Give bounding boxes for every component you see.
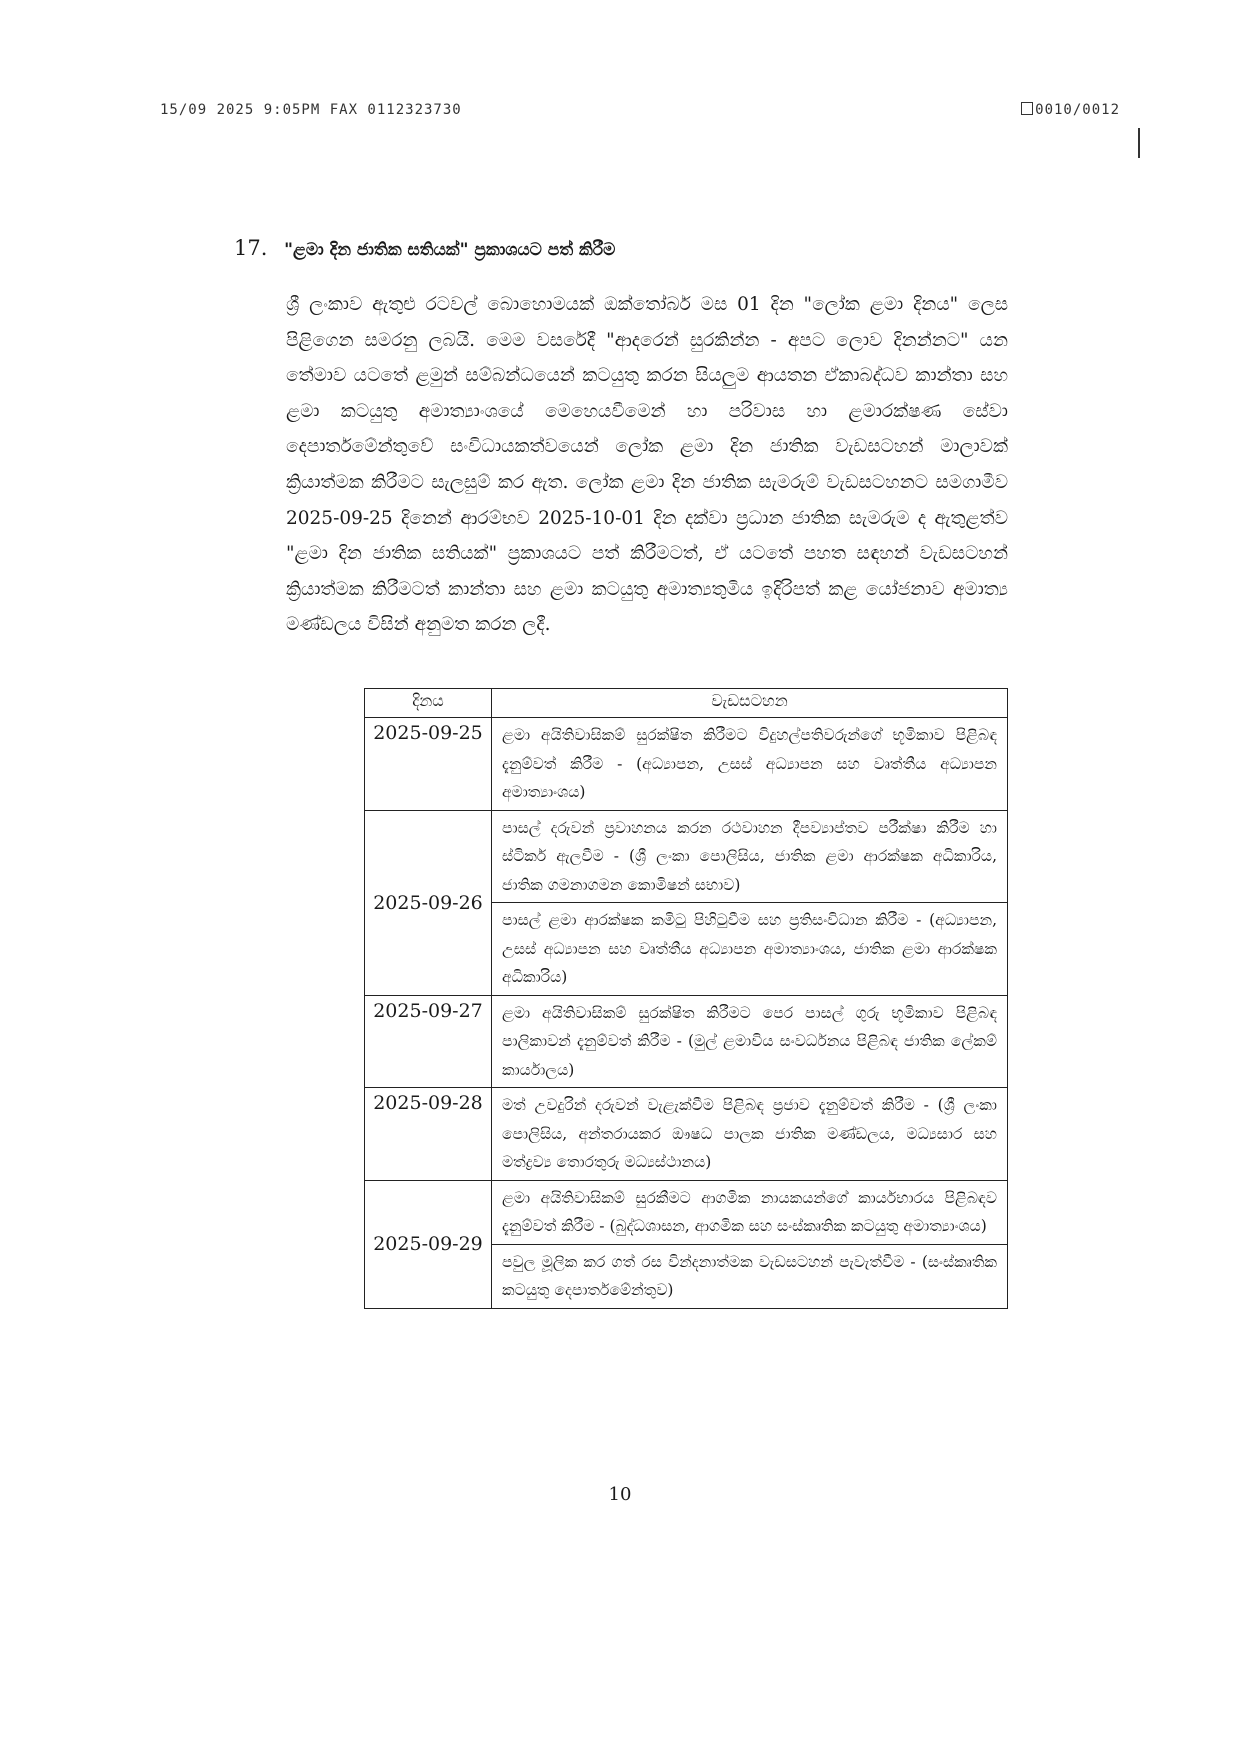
- scan-edge-line: [1138, 128, 1140, 158]
- row-activity: පාසල් දරුවන් ප්‍රවාහනය කරන රථවාහන දීපව්‍යාප්තව පරීක්ෂා කිරීම හා ස්ටිකර් ඇලවීම - (ශ්‍රී ලංකා පොලිසිය, ජාතික ළමා ආරක්ෂක අධිකාරිය, ජාතික ගමනාගමන කොමිෂන් සභාව): [492, 810, 1008, 903]
- table-row: [365, 718, 1008, 811]
- row-date: 2025-09-25: [365, 718, 492, 811]
- program-column-header: වැඩසටහන: [492, 689, 1008, 718]
- table-row: [365, 995, 1008, 1088]
- date-column-header: දිනය: [365, 689, 492, 718]
- table-row: [365, 810, 1008, 903]
- table-row: [365, 1088, 1008, 1181]
- row-activity: ළමා අයිතිවාසිකම් සුරක්ෂිත කිරීමට පෙර පාසල් ගුරු භූමිකාව පිළිබඳ පාලිකාවන් දැනුම්වත් කිරීම - (මුල් ළමාවිය සංවර්ධනය පිළිබඳ ජාතික ලේකම් කාර්යාලය): [492, 995, 1008, 1088]
- body-paragraph: ශ්‍රී ලංකාව ඇතුළු රටවල් බොහොමයක් ඔක්තෝබර් මස 01 දින "ලෝක ළමා දිනය" ලෙස පිළිගෙන සමරනු ලබයි. මෙම වසරේදී "ආදරෙන් සුරකින්න - අපට ලොව දිනන්නට" යන තේමාව යටතේ ළමුන් සම්බන්ධයෙන් කටයුතු කරන සියලුම ආයතන ඒකාබද්ධව කාන්තා සහ ළමා කටයුතු අමාත්‍යාංශයේ මෙහෙයවීමෙන් හා පරිවාස හා ළමාරක්ෂණ සේවා දෙපාර්තමේන්තුවේ සංවිධායකත්වයෙන් ලෝක ළමා දින ජාතික වැඩසටහන් මාලාවක් ක්‍රියාත්මක කිරීමට සැලසුම් කර ඇත. ලෝක ළමා දින ජාතික සැමරුම් වැඩසටහනට සමගාමීව 2025-09-25 දිනෙන් ආරම්භව 2025-10-01 දින දක්වා ප්‍රධාන ජාතික සැමරුම ද ඇතුළත්ව "ළමා දින ජාතික සතියක්" ප්‍රකාශයට පත් කිරීමටත්, ඒ යටතේ පහත සඳහන් වැඩසටහන් ක්‍රියාත්මක කිරීමටත් කාන්තා සහ ළමා කටයුතු අමාත්‍යතුමිය ඉදිරිපත් කළ යෝජනාව අමාත්‍ය මණ්ඩලය විසින් අනුමත කරන ලදී.: [286, 294, 1008, 636]
- schedule-table: [364, 688, 1008, 1309]
- row-activity: ළමා අයිතිවාසිකම් සුරක්ෂිත කිරීමට විදුහල්පතිවරුන්ගේ භූමිකාව පිළිබඳ දැනුම්වත් කිරීම - (අධ්‍යාපන, උසස් අධ්‍යාපන සහ වෘත්තීය අධ්‍යාපන අමාත්‍යාංශය): [492, 718, 1008, 811]
- page-number: 10: [608, 1484, 632, 1505]
- table-row: [365, 1180, 1008, 1244]
- checkbox-icon: [1021, 102, 1033, 115]
- row-date: 2025-09-27: [365, 995, 492, 1088]
- row-activity: ළමා අයිතිවාසිකම් සුරකීමට ආගමික නායකයන්ගේ කාර්යභාරය පිළිබඳව දැනුම්වත් කිරීම - (බුද්ධශාසන, ආගමික සහ සංස්කෘතික කටයුතු අමාත්‍යාංශය): [492, 1180, 1008, 1244]
- row-activity: මත් උවදුරින් දරුවන් වැළැක්වීම පිළිබඳ ප්‍රජාව දැනුම්වත් කිරීම - (ශ්‍රී ලංකා පොලිසිය, අන්තරායකර ඖෂධ පාලක ජාතික මණ්ඩලය, මධ්‍යසාර සහ මත්ද්‍රව්‍ය තොරතුරු මධ්‍යස්ථානය): [492, 1088, 1008, 1181]
- row-date: 2025-09-28: [365, 1088, 492, 1181]
- fax-page-counter: [1021, 102, 1120, 118]
- section-number: 17.: [234, 236, 268, 260]
- row-activity: පවුල මූලික කර ගත් රස වින්දනාත්මක වැඩසටහන් පැවැත්වීම - (සංස්කෘතික කටයුතු දෙපාර්තමේන්තුව): [492, 1244, 1008, 1308]
- section-heading: [234, 236, 615, 260]
- row-activity: පාසල් ළමා ආරක්ෂක කමිටු පිහිටුවීම සහ ප්‍රතිසංවිධාන කිරීම - (අධ්‍යාපන, උසස් අධ්‍යාපන සහ වෘත්තීය අධ්‍යාපන අමාත්‍යාංශය, ජාතික ළමා ආරක්ෂක අධිකාරිය): [492, 903, 1008, 996]
- fax-timestamp-line: 15/09 2025 9:05PM FAX 0112323730: [160, 102, 462, 118]
- row-date: 2025-09-26: [365, 810, 492, 995]
- table-header-row: [365, 689, 1008, 718]
- row-date: 2025-09-29: [365, 1180, 492, 1308]
- section-title: "ළමා දින ජාතික සතියක්" ප්‍රකාශයට පත් කිරීම: [284, 240, 616, 260]
- fax-page-counter-text: 0010/0012: [1035, 102, 1120, 118]
